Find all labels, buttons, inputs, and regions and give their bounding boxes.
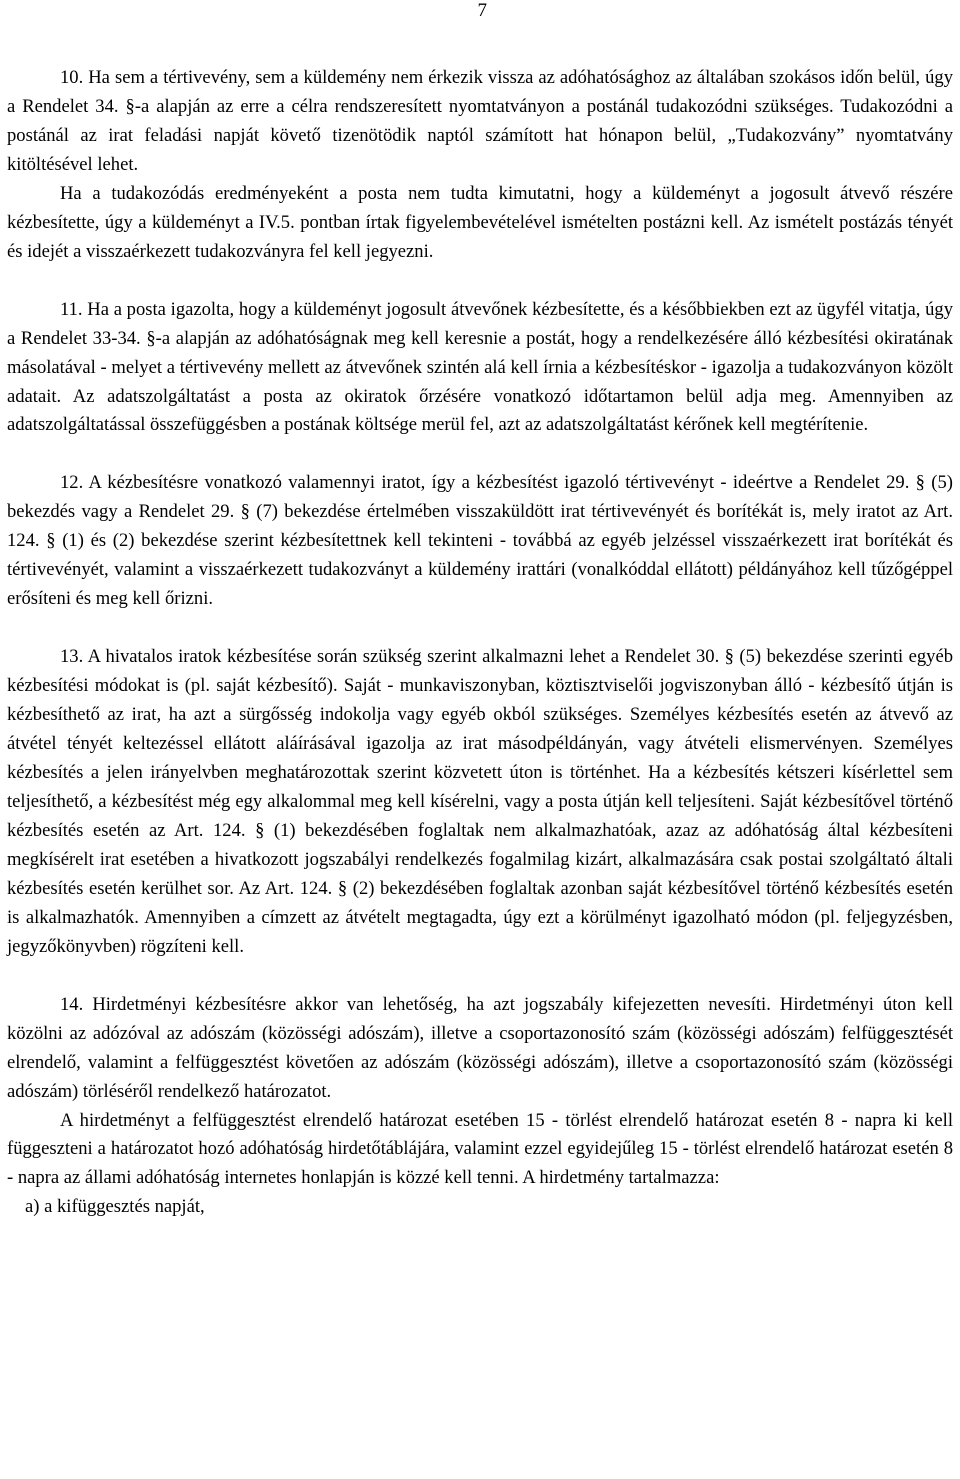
list-item-a: a) a kifüggesztés napját, [25,1196,205,1218]
paragraph-gap [7,614,953,643]
paragraph-gap [7,267,953,296]
paragraph-gap [7,962,953,991]
paragraph-12: 12. A kézbesítésre vonatkozó valamennyi iratot, így a kézbesítést igazoló tértivevényt - ideértve a Rendelet 29. § (5) bekezdés vagy a Rendelet 29. § (7) bekezdése értelmében visszaküldött irat tértivevényét és borítékát is, mely iratot az Art. 124. § (1) és (2) bekezdése szerint kézbesítettnek kell tekinteni - továbbá az egyéb jelzéssel visszaérkezett irat borítékát és tértivevényét, valamint a visszaérkezett tudakozványt a küldemény irattári (vonalkóddal ellátott) példányához kell tűzőgéppel erősíteni és meg kell őrizni. [7,472,953,610]
paragraph-11: 11. Ha a posta igazolta, hogy a küldeményt jogosult átvevőnek kézbesítette, és a későbbiekben ezt az ügyfél vitatja, úgy a Rendelet 33-34. §-a alapján az adóhatóságnak meg kell keresnie a postát, hogy a rendelkezésére álló kézbesítési okiratának másolatával - melyet a tértivevény mellett az átvevőnek szintén alá kell írnia a kézbesítéskor - igazolja a tudakozványon közölt adatait. Az adatszolgáltatást a posta az okiratok őrzésére vonatkozó időtartamon belül adja meg. Amennyiben az adatszolgáltatással összefüggésben a postának költsége merül fel, azt az adatszolgáltatást kérőnek kell megtérítenie. [7,298,953,436]
paragraph-14-continued: A hirdetményt a felfüggesztést elrendelő határozat esetében 15 - törlést elrendelő határozat esetén 8 - napra ki kell függeszteni a határozatot hozó adóhatóság hirdetőtáblájára, valamint ezzel egyidejűleg 15 - törlést elrendelő határozat esetén 8 - napra az állami adóhatóság internetes honlapján is közzé kell tenni. A hirdetmény tartalmazza: [7,1109,953,1189]
paragraph-10: 10. Ha sem a tértivevény, sem a küldemény nem érkezik vissza az adóhatósághoz az általában szokásos időn belül, úgy a Rendelet 34. §-a alapján az erre a célra rendszeresített nyomtatványon a postánál tudakozódni szükséges. Tudakozódni a postánál az irat feladási napját követő tizenötödik naptól számított hat hónapon belül, „Tudakozvány” nyomtatvány kitöltésével lehet. [7,67,953,175]
paragraph-13: 13. A hivatalos iratok kézbesítése során szükség szerint alkalmazni lehet a Rendelet 30. § (5) bekezdése szerinti egyéb kézbesítési módokat is (pl. saját kézbesítő). Saját - munkaviszonyban, köztisztviselői jogviszonyban álló - kézbesítő útján is kézbesíthető az irat, ha azt a sürgősség indokolja vagy egyéb okból szükséges. Személyes kézbesítés esetén az átvevő az átvétel tényét keltezéssel ellátott aláírásával igazolja az irat másodpéldányán, vagy átvételi elismervényen. Személyes kézbesítés a jelen irányelvben meghatározottak szerint közvetett úton is történhet. Ha a kézbesítés kétszeri kísérlettel sem teljesíthető, a kézbesítést még egy alkalommal meg kell kísérelni, vagy a posta útján kell teljesíteni. Saját kézbesítővel történő kézbesítés esetén az Art. 124. § (1) bekezdésében foglaltak nem alkalmazhatóak, azaz az adóhatóság által kézbesíteni megkísérelt irat esetében a hivatkozott jogszabályi rendelkezés fogalmilag kizárt, alkalmazására csak postai szolgáltató általi kézbesítés esetén kerülhet sor. Az Art. 124. § (2) bekezdésében foglaltak azonban saját kézbesítővel történő kézbesítés esetén is alkalmazhatók. Amennyiben a címzett az átvételt megtagadta, úgy ezt a körülményt igazolható módon (pl. feljegyzésben, jegyzőkönyvben) rögzíteni kell. [7,646,953,957]
page-number: 7 [477,0,487,21]
paragraph-gap [7,440,953,469]
paragraph-14: 14. Hirdetményi kézbesítésre akkor van lehetőség, ha azt jogszabály kifejezetten nevesíti. Hirdetményi úton kell közölni az adózóval az adószám (közösségi adószám), illetve a csoportazonosító szám (közösségi adószám) felfüggesztését elrendelő, valamint a felfüggesztést követően az adószám (közösségi adószám), illetve a csoportazonosító szám (közösségi adószám) törléséről rendelkező határozatot. [7,993,953,1102]
document-body [7,64,953,1222]
paragraph-10-continued: Ha a tudakozódás eredményeként a posta nem tudta kimutatni, hogy a küldeményt a jogosult átvevő részére kézbesítette, úgy a küldeményt a IV.5. pontban írtak figyelembevételével ismételten postázni kell. Az ismételt postázás tényét és idejét a visszaérkezett tudakozványra fel kell jegyezni. [7,182,953,262]
